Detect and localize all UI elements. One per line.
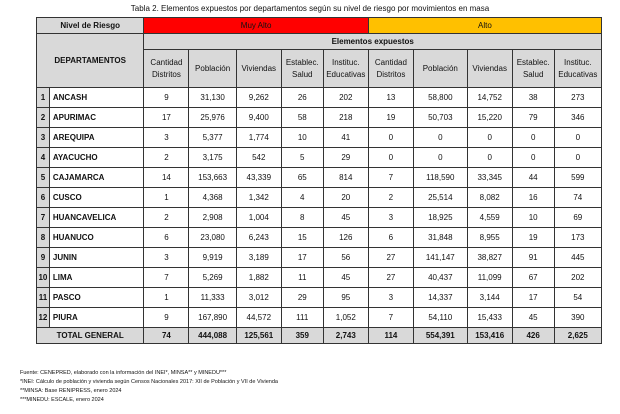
table-cell: 445 bbox=[554, 248, 601, 268]
table-cell: 95 bbox=[323, 288, 368, 308]
table-cell: 167,890 bbox=[189, 308, 236, 328]
table-cell: 25,514 bbox=[413, 188, 467, 208]
table-row bbox=[37, 88, 602, 108]
table-row bbox=[37, 128, 602, 148]
table-cell: 4,559 bbox=[467, 208, 512, 228]
high-header: Alto bbox=[368, 18, 601, 34]
table-cell: 74 bbox=[554, 188, 601, 208]
department-name: ANCASH bbox=[49, 88, 144, 108]
table-cell: 346 bbox=[554, 108, 601, 128]
table-cell: 3,144 bbox=[467, 288, 512, 308]
table-cell: 1,004 bbox=[236, 208, 281, 228]
table-cell: 58,800 bbox=[413, 88, 467, 108]
table-cell: 69 bbox=[554, 208, 601, 228]
department-name: LIMA bbox=[49, 268, 144, 288]
department-name: HUANUCO bbox=[49, 228, 144, 248]
table-cell: 31,848 bbox=[413, 228, 467, 248]
footnote: Fuente: CENEPRED, elaborado con la información del INEI*, MINSA** y MINEDU*** bbox=[20, 370, 227, 376]
table-cell: 27 bbox=[368, 268, 413, 288]
row-number: 6 bbox=[37, 188, 50, 208]
table-cell: 1 bbox=[144, 188, 189, 208]
table-row bbox=[37, 228, 602, 248]
footnote: ***MINEDU: ESCALE, enero 2024 bbox=[20, 397, 104, 403]
table-cell: 1,882 bbox=[236, 268, 281, 288]
table-cell: 542 bbox=[236, 148, 281, 168]
table-cell: 65 bbox=[281, 168, 323, 188]
table-cell: 3 bbox=[368, 208, 413, 228]
table-cell: 126 bbox=[323, 228, 368, 248]
table-cell: 91 bbox=[512, 248, 554, 268]
total-row bbox=[37, 328, 602, 344]
department-name: APURIMAC bbox=[49, 108, 144, 128]
row-number: 5 bbox=[37, 168, 50, 188]
table-cell: 7 bbox=[368, 308, 413, 328]
table-cell: 29 bbox=[281, 288, 323, 308]
table-cell: 45 bbox=[323, 268, 368, 288]
table-cell: 814 bbox=[323, 168, 368, 188]
table-cell: 153,663 bbox=[189, 168, 236, 188]
table-cell: 11,333 bbox=[189, 288, 236, 308]
table-cell: 43,339 bbox=[236, 168, 281, 188]
table-cell: 7 bbox=[368, 168, 413, 188]
table-cell: 5,269 bbox=[189, 268, 236, 288]
col-header: Establec. Salud bbox=[281, 50, 323, 88]
department-name: CUSCO bbox=[49, 188, 144, 208]
table-cell: 45 bbox=[323, 208, 368, 228]
table-cell: 1,774 bbox=[236, 128, 281, 148]
table-cell: 273 bbox=[554, 88, 601, 108]
total-cell: 2,625 bbox=[554, 328, 601, 344]
col-header: Instituc. Educativas bbox=[554, 50, 601, 88]
table-cell: 16 bbox=[512, 188, 554, 208]
total-cell: 2,743 bbox=[323, 328, 368, 344]
table-cell: 9,919 bbox=[189, 248, 236, 268]
table-cell: 17 bbox=[281, 248, 323, 268]
table-cell: 202 bbox=[554, 268, 601, 288]
departments-header: DEPARTAMENTOS bbox=[37, 34, 144, 88]
col-header: Viviendas bbox=[467, 50, 512, 88]
table-cell: 3,189 bbox=[236, 248, 281, 268]
table-cell: 10 bbox=[512, 208, 554, 228]
table-cell: 13 bbox=[368, 88, 413, 108]
department-name: JUNIN bbox=[49, 248, 144, 268]
table-row bbox=[37, 268, 602, 288]
col-header: Instituc. Educativas bbox=[323, 50, 368, 88]
table-cell: 4 bbox=[281, 188, 323, 208]
table-row bbox=[37, 248, 602, 268]
table-cell: 29 bbox=[323, 148, 368, 168]
table-caption: Tabla 2. Elementos expuestos por departamentos según su nivel de riesgo por movimientos en masa bbox=[130, 4, 490, 13]
table-cell: 173 bbox=[554, 228, 601, 248]
table-row bbox=[37, 208, 602, 228]
table-cell: 9 bbox=[144, 308, 189, 328]
risk-level-label: Nivel de Riesgo bbox=[37, 18, 144, 34]
table-cell: 8,082 bbox=[467, 188, 512, 208]
table-cell: 33,345 bbox=[467, 168, 512, 188]
table-cell: 0 bbox=[413, 148, 467, 168]
table-cell: 111 bbox=[281, 308, 323, 328]
row-number: 11 bbox=[37, 288, 50, 308]
table-cell: 4,368 bbox=[189, 188, 236, 208]
table-cell: 11,099 bbox=[467, 268, 512, 288]
table-cell: 14 bbox=[144, 168, 189, 188]
total-cell: 125,561 bbox=[236, 328, 281, 344]
table-cell: 20 bbox=[323, 188, 368, 208]
table-cell: 390 bbox=[554, 308, 601, 328]
table-cell: 0 bbox=[467, 148, 512, 168]
total-cell: 359 bbox=[281, 328, 323, 344]
total-cell: 426 bbox=[512, 328, 554, 344]
row-number: 10 bbox=[37, 268, 50, 288]
department-name: PASCO bbox=[49, 288, 144, 308]
footnotes bbox=[20, 369, 278, 405]
table-cell: 2,908 bbox=[189, 208, 236, 228]
table-cell: 0 bbox=[467, 128, 512, 148]
department-name: PIURA bbox=[49, 308, 144, 328]
department-name: AYACUCHO bbox=[49, 148, 144, 168]
table-cell: 0 bbox=[512, 148, 554, 168]
total-cell: 153,416 bbox=[467, 328, 512, 344]
table-cell: 54 bbox=[554, 288, 601, 308]
department-name: HUANCAVELICA bbox=[49, 208, 144, 228]
table-cell: 40,437 bbox=[413, 268, 467, 288]
table-cell: 23,080 bbox=[189, 228, 236, 248]
row-number: 9 bbox=[37, 248, 50, 268]
table-cell: 599 bbox=[554, 168, 601, 188]
table-row bbox=[37, 168, 602, 188]
total-cell: 444,088 bbox=[189, 328, 236, 344]
table-cell: 8 bbox=[281, 208, 323, 228]
col-header: Establec. Salud bbox=[512, 50, 554, 88]
table-cell: 38 bbox=[512, 88, 554, 108]
table-row bbox=[37, 108, 602, 128]
table-cell: 18,925 bbox=[413, 208, 467, 228]
table-cell: 17 bbox=[144, 108, 189, 128]
table-cell: 3,175 bbox=[189, 148, 236, 168]
table-cell: 8,955 bbox=[467, 228, 512, 248]
table-cell: 10 bbox=[281, 128, 323, 148]
table-cell: 7 bbox=[144, 268, 189, 288]
table-cell: 58 bbox=[281, 108, 323, 128]
table-cell: 0 bbox=[512, 128, 554, 148]
total-cell: 114 bbox=[368, 328, 413, 344]
table-cell: 17 bbox=[512, 288, 554, 308]
table-cell: 19 bbox=[368, 108, 413, 128]
table-cell: 44 bbox=[512, 168, 554, 188]
total-label: TOTAL GENERAL bbox=[37, 328, 144, 344]
very-high-header: Muy Alto bbox=[144, 18, 368, 34]
table-cell: 15,220 bbox=[467, 108, 512, 128]
row-number: 7 bbox=[37, 208, 50, 228]
department-name: AREQUIPA bbox=[49, 128, 144, 148]
table-cell: 44,572 bbox=[236, 308, 281, 328]
table-row bbox=[37, 308, 602, 328]
col-header: Población bbox=[413, 50, 467, 88]
row-number: 2 bbox=[37, 108, 50, 128]
col-header: Población bbox=[189, 50, 236, 88]
table-cell: 3,012 bbox=[236, 288, 281, 308]
table-cell: 1 bbox=[144, 288, 189, 308]
table-cell: 1,052 bbox=[323, 308, 368, 328]
table-cell: 3 bbox=[144, 248, 189, 268]
col-header: Cantidad Distritos bbox=[144, 50, 189, 88]
table-cell: 9 bbox=[144, 88, 189, 108]
table-cell: 5,377 bbox=[189, 128, 236, 148]
table-cell: 15 bbox=[281, 228, 323, 248]
row-number: 1 bbox=[37, 88, 50, 108]
table-cell: 67 bbox=[512, 268, 554, 288]
table-cell: 3 bbox=[144, 128, 189, 148]
table-cell: 50,703 bbox=[413, 108, 467, 128]
table-cell: 6 bbox=[368, 228, 413, 248]
table-cell: 1,342 bbox=[236, 188, 281, 208]
table-row bbox=[37, 148, 602, 168]
table-cell: 0 bbox=[554, 128, 601, 148]
row-number: 12 bbox=[37, 308, 50, 328]
table-cell: 79 bbox=[512, 108, 554, 128]
table-cell: 2 bbox=[144, 208, 189, 228]
table-cell: 2 bbox=[368, 188, 413, 208]
table-cell: 26 bbox=[281, 88, 323, 108]
table-cell: 14,337 bbox=[413, 288, 467, 308]
table-cell: 41 bbox=[323, 128, 368, 148]
table-cell: 5 bbox=[281, 148, 323, 168]
table-cell: 45 bbox=[512, 308, 554, 328]
table-cell: 11 bbox=[281, 268, 323, 288]
table-cell: 3 bbox=[368, 288, 413, 308]
table-cell: 15,433 bbox=[467, 308, 512, 328]
table-cell: 31,130 bbox=[189, 88, 236, 108]
row-number: 3 bbox=[37, 128, 50, 148]
table-cell: 0 bbox=[368, 128, 413, 148]
table-cell: 141,147 bbox=[413, 248, 467, 268]
col-header: Cantidad Distritos bbox=[368, 50, 413, 88]
table-cell: 9,400 bbox=[236, 108, 281, 128]
department-name: CAJAMARCA bbox=[49, 168, 144, 188]
table-row bbox=[37, 288, 602, 308]
col-header: Viviendas bbox=[236, 50, 281, 88]
exposed-elements-header: Elementos expuestos bbox=[144, 34, 602, 50]
table-cell: 54,110 bbox=[413, 308, 467, 328]
table-cell: 38,827 bbox=[467, 248, 512, 268]
table-cell: 0 bbox=[413, 128, 467, 148]
table-cell: 27 bbox=[368, 248, 413, 268]
row-number: 4 bbox=[37, 148, 50, 168]
footnote: **MINSA: Base RENIPRESS, enero 2024 bbox=[20, 388, 122, 394]
footnote: *INEI: Cálculo de población y vivienda según Censos Nacionales 2017: XII de Población y VII de Vivienda bbox=[20, 379, 278, 385]
table-cell: 14,752 bbox=[467, 88, 512, 108]
table-cell: 19 bbox=[512, 228, 554, 248]
table-cell: 9,262 bbox=[236, 88, 281, 108]
table-cell: 218 bbox=[323, 108, 368, 128]
exposure-table bbox=[36, 17, 602, 344]
table-cell: 25,976 bbox=[189, 108, 236, 128]
table-cell: 0 bbox=[554, 148, 601, 168]
table-cell: 6 bbox=[144, 228, 189, 248]
table-cell: 0 bbox=[368, 148, 413, 168]
table-row bbox=[37, 188, 602, 208]
row-number: 8 bbox=[37, 228, 50, 248]
table-cell: 118,590 bbox=[413, 168, 467, 188]
table-cell: 202 bbox=[323, 88, 368, 108]
total-cell: 74 bbox=[144, 328, 189, 344]
table-cell: 2 bbox=[144, 148, 189, 168]
total-cell: 554,391 bbox=[413, 328, 467, 344]
table-cell: 6,243 bbox=[236, 228, 281, 248]
table-cell: 56 bbox=[323, 248, 368, 268]
